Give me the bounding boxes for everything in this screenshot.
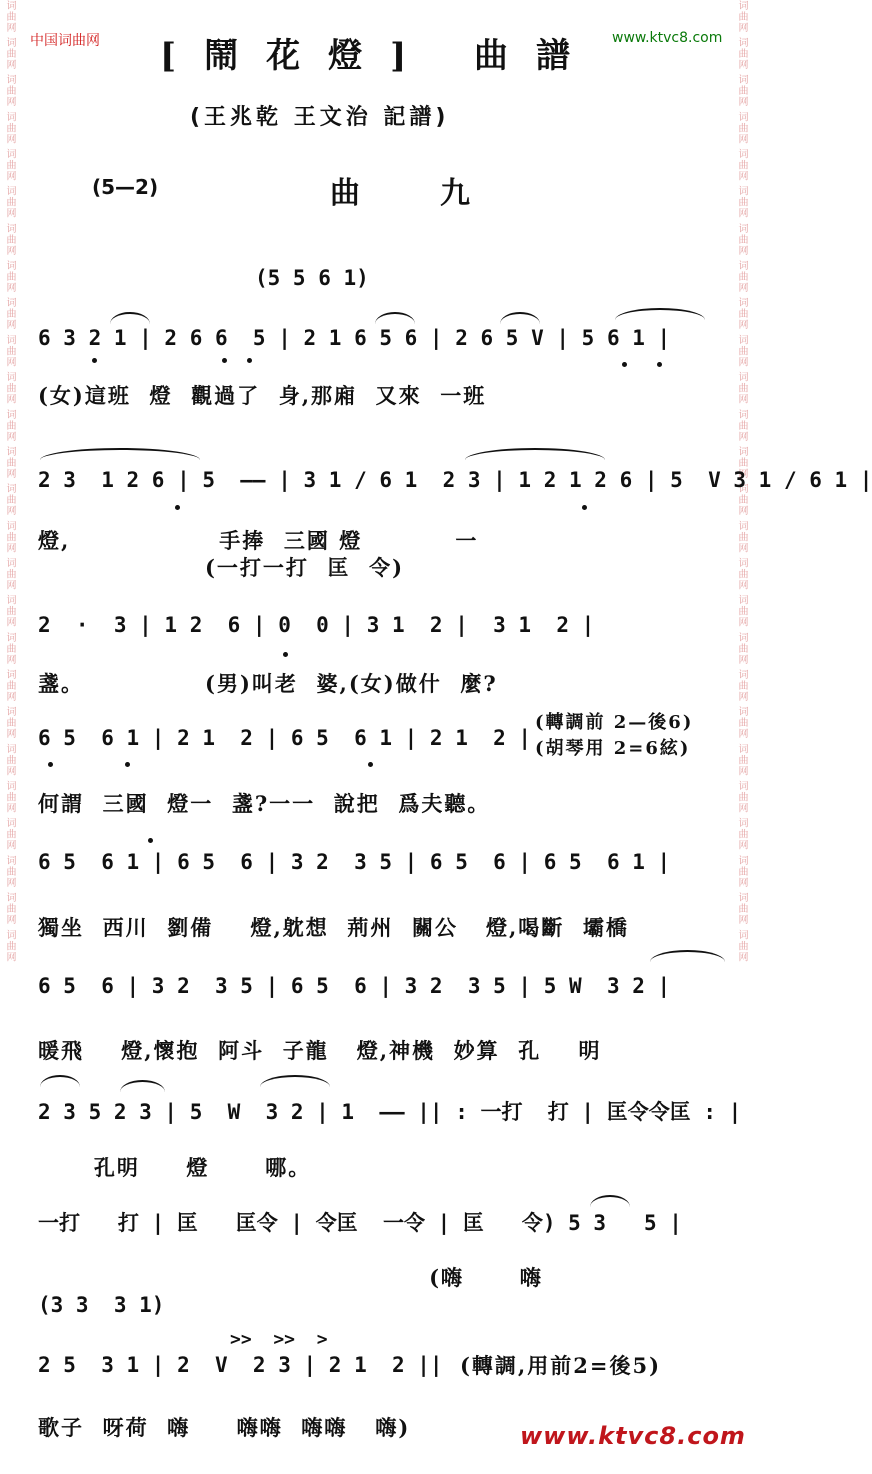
page-subtitle: (王兆乾 王文治 記譜): [190, 105, 450, 130]
octave-dot: [175, 505, 180, 510]
score-line-9-lyrics: 歌子 呀荷 嗨 嗨嗨 嗨嗨 嗨): [38, 1415, 411, 1440]
octave-dot: [48, 762, 53, 767]
score-line-8-notes: 一打 打 | 匡 匡令 | 令匡 一令 | 匡 令) 5 3 5 |: [38, 1211, 682, 1235]
score-line-7-notes: 2 3 5 2 3 | 5 W 3 2 | 1 —— || : 一打 打 | 匡令令匡 : |: [38, 1100, 742, 1124]
score-line-2-notes: 2 3 1 2 6 | 5 —— | 3 1 / 6 1 2 3 | 1 2 1 2 6 | 5 V 3 1 / 6 1 |: [38, 468, 872, 492]
modulation-note-2: (轉調,用前2=後5): [460, 1353, 662, 1378]
score-line-9-notes: 2 5 3 1 | 2 V 2 3 | 2 1 2 ||: [38, 1353, 443, 1377]
octave-dot: [92, 358, 97, 363]
side-watermark-left: 词曲网 词曲网 词曲网 词曲网 词曲网 词曲网 词曲网 词曲网 词曲网 词曲网 词曲网 词曲网 词曲网 词曲网 词曲网 词曲网 词曲网 词曲网 词曲网 词曲网 词曲网 词曲网 词曲网 词曲网 词曲网 词曲网: [4, 0, 15, 963]
slur-mark: [40, 1075, 80, 1087]
intro-notation: (5 5 6 1): [255, 266, 369, 290]
octave-dot: [222, 358, 227, 363]
score-line-5-notes: 6 5 6 1 | 6 5 6 | 3 2 3 5 | 6 5 6 | 6 5 6 1 |: [38, 850, 671, 874]
slur-mark: [40, 448, 200, 460]
score-line-7-lyrics: 孔明 燈 哪。: [38, 1155, 312, 1180]
score-line-8-lyrics: (嗨 嗨: [38, 1265, 543, 1290]
octave-dot: [283, 652, 288, 657]
site-watermark-top-left: 中国词曲网: [30, 33, 100, 49]
octave-dot: [657, 362, 662, 367]
slur-mark: [375, 312, 415, 324]
octave-dot: [247, 358, 252, 363]
percussion-line-1: (一打一打 匡 令): [205, 555, 405, 580]
octave-dot: [622, 362, 627, 367]
slur-mark: [110, 312, 150, 324]
modulation-note-1: (轉調前 2—後6) (胡琴用 2=6絃): [535, 712, 694, 759]
slur-mark: [615, 308, 705, 320]
key-signature: (5—2): [92, 175, 159, 199]
score-line-1-notes: 6 3 2 1 | 2 6 6 5 | 2 1 6 5 6 | 2 6 5 V | 5 6 1 |: [38, 326, 671, 350]
site-watermark-top-right: www.ktvc8.com: [612, 30, 723, 46]
octave-dot: [125, 762, 130, 767]
score-line-4-notes: 6 5 6 1 | 2 1 2 | 6 5 6 1 | 2 1 2 |: [38, 726, 532, 750]
octave-dot: [148, 838, 153, 843]
page-title: [鬧花燈] 曲譜: [160, 36, 599, 76]
score-line-2-lyrics: 燈, 手捧 三國 燈 一: [38, 528, 479, 553]
octave-dot: [582, 505, 587, 510]
score-line-6-lyrics: 暖飛 燈,懷抱 阿斗 子龍 燈,神機 妙算 孔 明: [38, 1038, 602, 1063]
slur-mark: [260, 1075, 330, 1087]
score-line-3-lyrics: 盞。 (男)叫老 婆,(女)做什 麼?: [38, 671, 498, 696]
slur-mark: [465, 448, 605, 460]
slur-mark: [500, 312, 540, 324]
score-line-3-notes: 2 · 3 | 1 2 6 | 0 0 | 3 1 2 | 3 1 2 |: [38, 613, 595, 637]
slur-mark: [650, 950, 725, 962]
song-number: 曲九: [330, 176, 550, 211]
site-watermark-bottom: www.ktvc8.com: [520, 1422, 746, 1450]
octave-dot: [368, 762, 373, 767]
side-watermark-right: 词曲网 词曲网 词曲网 词曲网 词曲网 词曲网 词曲网 词曲网 词曲网 词曲网 词曲网 词曲网 词曲网 词曲网 词曲网 词曲网 词曲网 词曲网 词曲网 词曲网 词曲网 词曲网 词曲网 词曲网 词曲网 词曲网: [736, 0, 747, 963]
score-line-9-intro: (3 3 3 1): [38, 1293, 165, 1317]
score-line-5-lyrics: 獨坐 西川 劉備 燈,躭想 荊州 關公 燈,喝斷 壩橋: [38, 915, 629, 940]
slur-mark: [120, 1080, 165, 1092]
slur-mark: [590, 1195, 630, 1207]
score-line-4-lyrics: 何謂 三國 燈一 盞?一一 說把 爲夫聽。: [38, 791, 491, 816]
score-line-1-lyrics: (女)這班 燈 觀過了 身,那廂 又來 一班: [38, 383, 487, 408]
score-line-6-notes: 6 5 6 | 3 2 3 5 | 6 5 6 | 3 2 3 5 | 5 W 3 2 |: [38, 974, 671, 998]
accent-marks: >> >> >: [230, 1329, 328, 1350]
